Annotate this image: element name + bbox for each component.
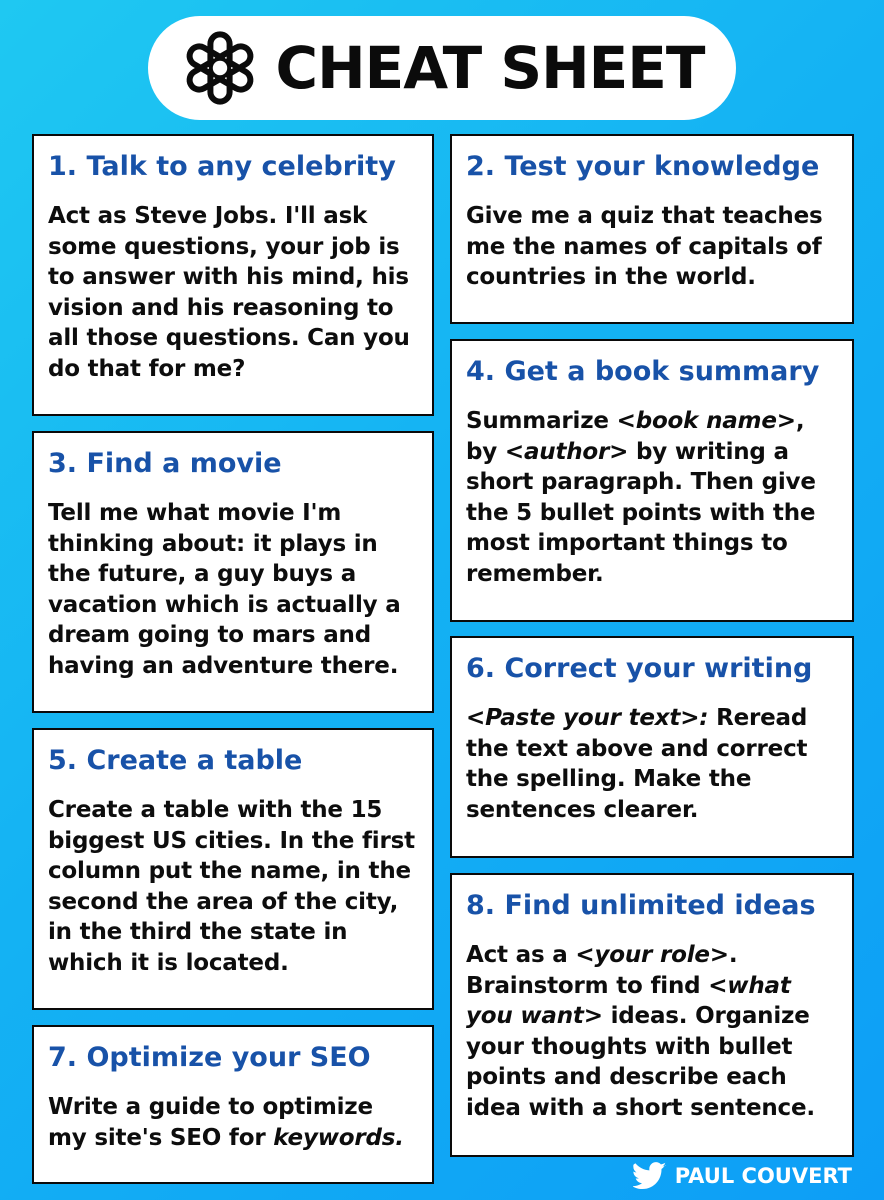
card-prompt: <Paste your text>: Reread the text above and correct the spelling. Make the sentences clearer. [466, 705, 808, 823]
card-title: 4. Get a book summary [466, 356, 820, 387]
card-create-table [32, 728, 434, 1010]
page-title: CHEAT SHEET [275, 34, 705, 102]
card-find-movie [32, 431, 434, 713]
card-prompt: Give me a quiz that teaches me the names of capitals of countries in the world. [466, 203, 823, 290]
card-test-knowledge [450, 134, 854, 324]
card-prompt: Act as Steve Jobs. I'll ask some questions, your job is to answer with his mind, his vision and his reasoning to all those questions. Can you do that for me? [48, 203, 410, 382]
card-prompt: Tell me what movie I'm thinking about: it plays in the future, a guy buys a vacation which is actually a dream going to mars and having an adventure there. [48, 500, 401, 679]
card-talk-to-celebrity [32, 134, 434, 416]
title-banner [148, 16, 736, 120]
author-name: PAUL COUVERT [674, 1164, 852, 1188]
card-optimize-seo [32, 1025, 434, 1184]
author-credit [633, 1162, 852, 1190]
card-book-summary [450, 339, 854, 622]
card-prompt: Summarize <book name>, by <author> by writing a short paragraph. Then give the 5 bullet points with the most important things to remember. [466, 408, 816, 587]
card-title: 7. Optimize your SEO [48, 1042, 371, 1073]
twitter-bird-icon [633, 1162, 667, 1190]
card-title: 5. Create a table [48, 745, 303, 776]
card-prompt: Write a guide to optimize my site's SEO for keywords. [48, 1094, 404, 1151]
card-title: 6. Correct your writing [466, 653, 813, 684]
openai-logo-icon [180, 28, 260, 108]
card-title: 2. Test your knowledge [466, 151, 820, 182]
card-correct-writing [450, 636, 854, 858]
card-title: 1. Talk to any celebrity [48, 151, 396, 182]
card-unlimited-ideas [450, 873, 854, 1157]
card-prompt: Act as a <your role>. Brainstorm to find <what you want> ideas. Organize your thoughts with bullet points and describe each idea with a short sentence. [466, 942, 815, 1121]
card-title: 8. Find unlimited ideas [466, 890, 816, 921]
card-prompt: Create a table with the 15 biggest US cities. In the first column put the name, in the second the area of the city, in the third the state in which it is located. [48, 797, 415, 976]
card-title: 3. Find a movie [48, 448, 282, 479]
